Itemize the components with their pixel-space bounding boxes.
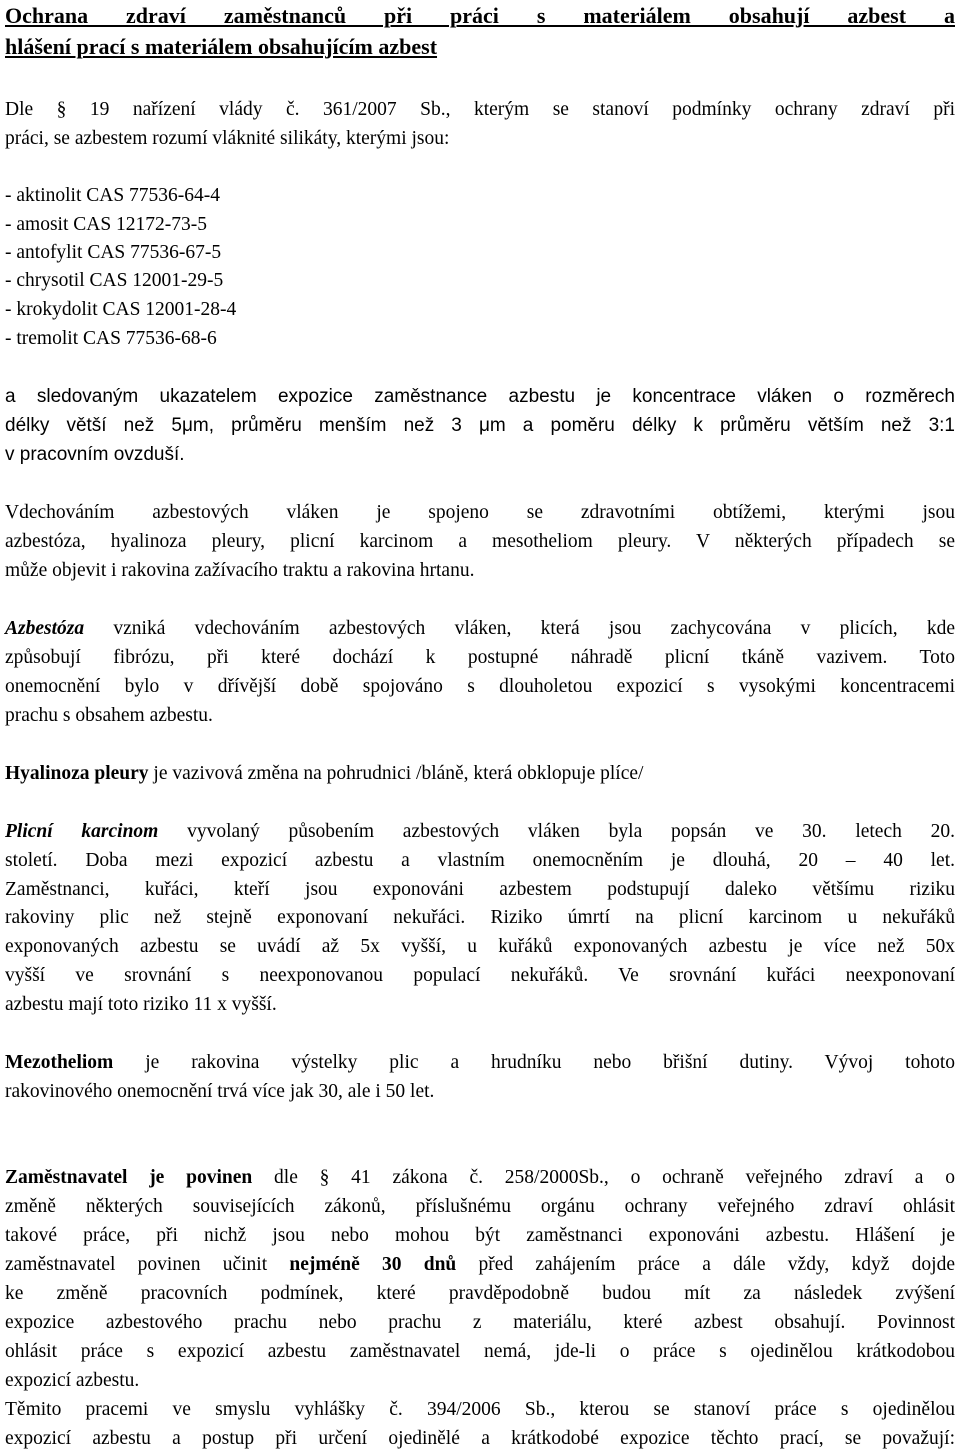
employer-line: expozice azbestového prachu nebo prachu z materiálu, které azbest obsahují. Povinnost: [5, 1312, 955, 1333]
intro-line-2: práci, se azbestem rozumí vláknité silikáty, kterými jsou:: [5, 128, 450, 149]
hyalinosis-line: Hyalinoza pleury je vazivová změna na pohrudnici /bláně, která obklopuje plíce/: [5, 763, 644, 784]
employer-line: změně některých souvisejících zákonů, příslušnému orgánu ochrany veřejného zdraví ohlásit: [5, 1196, 955, 1217]
list-item: - aktinolit CAS 77536-64-4: [5, 185, 221, 206]
employer-line: expozicí azbestu.: [5, 1370, 140, 1391]
indicator-line: a sledovaným ukazatelem expozice zaměstnance azbestu je koncentrace vláken o rozměrech: [5, 386, 955, 407]
mesothelioma-term: Mezotheliom: [5, 1052, 114, 1073]
asbestosis-line: Azbestóza vzniká vdechováním azbestových vláken, která jsou zachycována v plicích, kde: [5, 618, 955, 639]
employer-line: ke změně pracovních podmínek, které pravděpodobně budou mít za následek zvýšení: [5, 1283, 955, 1304]
mesothelioma-line: rakovinového onemocnění trvá více jak 30, ale i 50 let.: [5, 1081, 435, 1102]
employer-line: zaměstnavatel povinen učinit nejméně 30 dnů před zahájením práce a dále vždy, když dojde: [5, 1254, 956, 1275]
hyalinosis-term: Hyalinoza pleury: [5, 763, 149, 784]
employer-line: ohlásit práce s expozicí azbestu zaměstnavatel nemá, jde-li o práce s ojedinělou krátkodobou: [5, 1341, 955, 1362]
list-item: - antofylit CAS 77536-67-5: [5, 242, 222, 263]
list-item: - krokydolit CAS 12001-28-4: [5, 299, 237, 320]
employer-line: Zaměstnavatel je povinen dle § 41 zákona č. 258/2000Sb., o ochraně veřejného zdraví a o: [5, 1167, 955, 1188]
carcinoma-line: Zaměstnanci, kuřáci, kteří jsou exponováni azbestem podstupují daleko většímu riziku: [5, 879, 955, 900]
asbestosis-line: způsobují fibrózu, při které dochází k postupné náhradě plicní tkáně vazivem. Toto: [5, 647, 955, 668]
inhalation-line: může objevit i rakovina zažívacího traktu a rakovina hrtanu.: [5, 560, 475, 581]
employer-term: Zaměstnavatel je povinen: [5, 1167, 253, 1188]
asbestosis-line: prachu s obsahem azbestu.: [5, 705, 213, 726]
page-title-line-1: Ochrana zdraví zaměstnanců při práci s materiálem obsahují azbest a: [5, 3, 955, 28]
mesothelioma-line: Mezotheliom je rakovina výstelky plic a hrudníku nebo břišní dutiny. Vývoj tohoto: [5, 1052, 955, 1073]
carcinoma-line: století. Doba mezi expozicí azbestu a vlastním onemocněním je dlouhá, 20 – 40 let.: [5, 850, 955, 871]
list-item: - chrysotil CAS 12001-29-5: [5, 270, 224, 291]
list-item: - tremolit CAS 77536-68-6: [5, 328, 217, 349]
decree-line: expozicí azbestu a postup při určení ojedinělé a krátkodobé expozice těchto prací, se považují:: [5, 1428, 955, 1449]
indicator-line: v pracovním ovzduší.: [5, 444, 185, 465]
decree-line: Těmito pracemi ve smyslu vyhlášky č. 394/2006 Sb., kterou se stanoví práce s ojedinělou: [5, 1399, 955, 1420]
inhalation-line: Vdechováním azbestových vláken je spojeno se zdravotními obtížemi, kterými jsou: [5, 502, 955, 523]
carcinoma-line: Plicní karcinom vyvolaný působením azbestových vláken byla popsán ve 30. letech 20.: [5, 821, 956, 842]
indicator-line: délky větší než 5μm, průměru menším než 3 μm a poměru délky k průměru větším než 3:1: [5, 415, 955, 436]
page-title-line-2: hlášení prací s materiálem obsahujícím azbest: [5, 34, 438, 59]
carcinoma-term: Plicní karcinom: [5, 821, 159, 842]
carcinoma-line: rakoviny plic než stejně exponovaní nekuřáci. Riziko úmrtí na plicní karcinom u nekuřáků: [5, 907, 955, 928]
asbestosis-line: onemocnění bylo v dřívější době spojováno s dlouholetou expozicí s vysokými koncentracemi: [5, 676, 955, 697]
employer-line: takové práce, při nichž jsou nebo mohou být zaměstnanci exponováni azbestu. Hlášení je: [5, 1225, 955, 1246]
inhalation-line: azbestóza, hyalinoza pleury, plicní karcinom a mesotheliom pleury. V některých případech se: [5, 531, 955, 552]
intro-line-1: Dle § 19 nařízení vlády č. 361/2007 Sb., kterým se stanoví podmínky ochrany zdraví při: [5, 99, 955, 120]
list-item: - amosit CAS 12172-73-5: [5, 214, 208, 235]
deadline-emphasis: nejméně 30 dnů: [289, 1254, 457, 1275]
carcinoma-line: vyšší ve srovnání s neexponovanou populací nekuřáků. Ve srovnání kuřáci neexponovaní: [5, 965, 955, 986]
carcinoma-line: exponovaných azbestu se uvádí až 5x vyšší, u kuřáků exponovaných azbestu je více než 50x: [5, 936, 955, 957]
carcinoma-line: azbestu mají toto riziko 11 x vyšší.: [5, 994, 277, 1015]
asbestosis-term: Azbestóza: [5, 618, 85, 639]
